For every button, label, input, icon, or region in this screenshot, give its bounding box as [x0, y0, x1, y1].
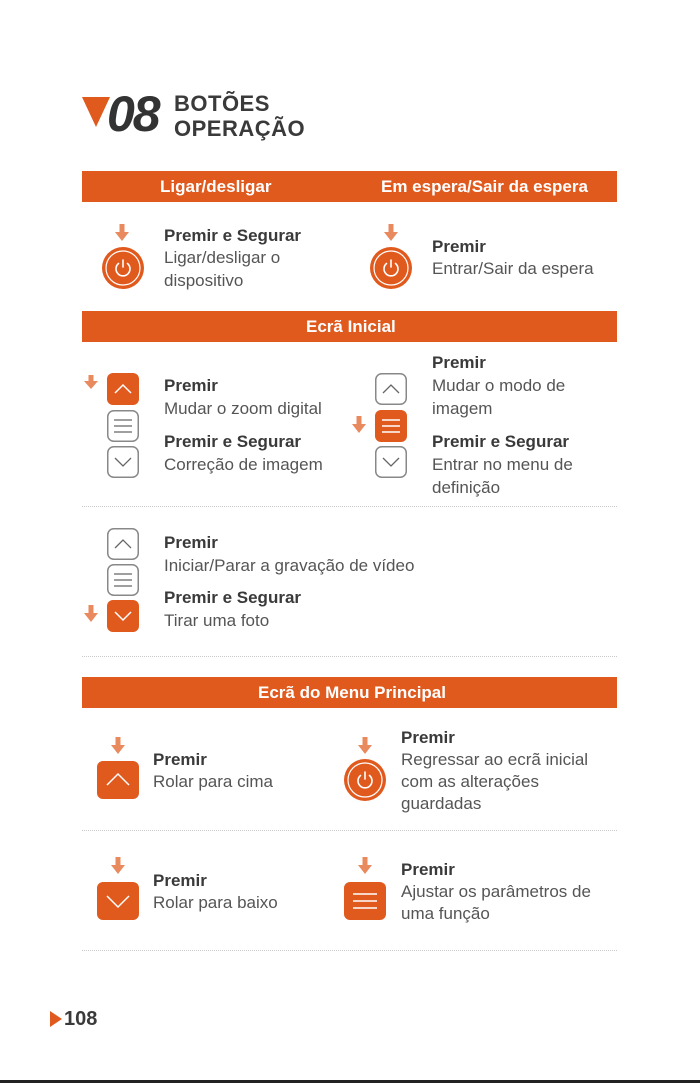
- action-label: Premir: [153, 750, 207, 769]
- action-description: Ajustar os parâmetros de: [401, 882, 591, 901]
- down-button-icon: [107, 446, 139, 478]
- action-description: imagem: [432, 399, 493, 418]
- action-description: com as alterações: [401, 772, 539, 791]
- action-description: Mudar o modo de: [432, 376, 566, 395]
- action-label: Premir: [164, 533, 218, 552]
- press-arrow-icon: [358, 737, 372, 755]
- action-description: Ligar/desligar o: [164, 248, 281, 267]
- up-button-icon: [107, 528, 139, 560]
- menu-button-icon: [344, 882, 386, 920]
- press-arrow-icon: [384, 224, 398, 242]
- action-label: Premir: [401, 860, 455, 879]
- up-button-pressed-icon: [107, 373, 139, 405]
- power-button-icon: [101, 246, 145, 290]
- press-arrow-icon: [352, 416, 366, 434]
- press-arrow-icon: [115, 224, 129, 242]
- up-button-icon: [375, 373, 407, 405]
- action-label: Premir e Segurar: [432, 432, 570, 451]
- action-label: Premir: [153, 871, 207, 890]
- action-label: Premir: [432, 237, 486, 256]
- bar-label-standby: Em espera/Sair da espera: [381, 177, 588, 196]
- press-arrow-icon: [84, 605, 98, 623]
- bar-label-power: Ligar/desligar: [160, 177, 272, 196]
- page-marker-icon: [50, 1011, 62, 1027]
- menu-button-icon: [107, 410, 139, 442]
- press-arrow-icon: [111, 857, 125, 875]
- press-arrow-icon: [111, 737, 125, 755]
- action-label: Premir e Segurar: [164, 588, 302, 607]
- up-button-icon: [97, 761, 139, 799]
- section-bar-main-menu: [82, 677, 617, 708]
- action-description: Mudar o zoom digital: [164, 399, 322, 418]
- chapter-title-line2: OPERAÇÃO: [174, 116, 306, 141]
- action-description: Regressar ao ecrã inicial: [401, 750, 589, 769]
- action-description: Correção de imagem: [164, 455, 323, 474]
- action-label: Premir e Segurar: [164, 226, 302, 245]
- divider: [82, 656, 617, 657]
- section-bar-home-screen: [82, 311, 617, 342]
- action-label: Premir e Segurar: [164, 432, 302, 451]
- divider: [82, 506, 617, 507]
- down-button-pressed-icon: [107, 600, 139, 632]
- power-button-icon: [369, 246, 413, 290]
- section-bar-power: [82, 171, 617, 202]
- down-button-icon: [375, 446, 407, 478]
- divider: [82, 830, 617, 831]
- bar-label-home: Ecrã Inicial: [306, 317, 396, 336]
- chapter-title-line1: BOTÕES: [174, 91, 270, 116]
- action-description: Entrar no menu de: [432, 455, 573, 474]
- power-button-icon: [343, 758, 387, 802]
- bottom-border: [0, 1080, 700, 1083]
- action-label: Premir: [164, 376, 218, 395]
- action-description: Tirar uma foto: [164, 611, 270, 630]
- action-description: Entrar/Sair da espera: [432, 259, 594, 278]
- action-description: guardadas: [401, 794, 482, 813]
- menu-button-pressed-icon: [375, 410, 407, 442]
- down-button-icon: [97, 882, 139, 920]
- bar-label-main-menu: Ecrã do Menu Principal: [258, 683, 446, 702]
- chapter-number: 08: [107, 86, 159, 142]
- action-description: Iniciar/Parar a gravação de vídeo: [164, 556, 415, 575]
- page-number: 108: [64, 1008, 98, 1030]
- action-description: definição: [432, 478, 501, 497]
- action-description: Rolar para cima: [153, 772, 273, 791]
- action-label: Premir: [432, 353, 486, 372]
- action-description: dispositivo: [164, 271, 244, 290]
- action-label: Premir: [401, 728, 455, 747]
- press-arrow-icon: [358, 857, 372, 875]
- divider: [82, 950, 617, 951]
- title-triangle-icon: [82, 97, 110, 127]
- menu-button-icon: [107, 564, 139, 596]
- action-description: uma função: [401, 904, 490, 923]
- press-arrow-right-icon: [84, 375, 102, 389]
- action-description: Rolar para baixo: [153, 893, 278, 912]
